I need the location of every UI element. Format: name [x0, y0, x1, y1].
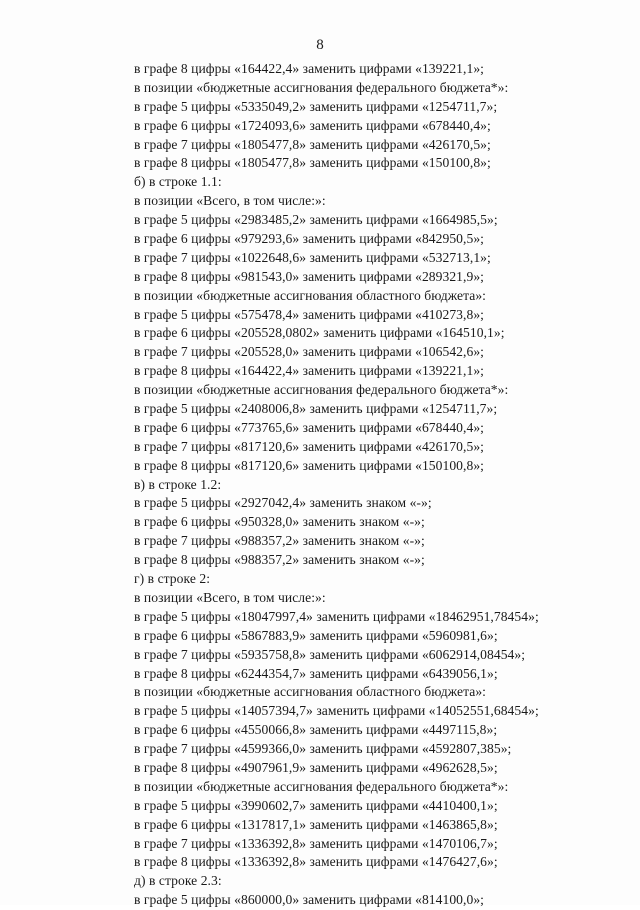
text-line: в графе 8 цифры «6244354,7» заменить цифрами «6439056,1»; [134, 665, 498, 681]
text-line: в графе 8 цифры «1336392,8» заменить цифрами «1476427,6»; [134, 854, 498, 870]
text-line: в позиции «бюджетные ассигнования федерального бюджета*»: [134, 778, 509, 794]
text-line: в графе 7 цифры «988357,2» заменить знаком «-»; [134, 533, 425, 549]
text-line: в позиции «Всего, в том числе:»: [134, 193, 326, 209]
text-line: в графе 5 цифры «3990602,7» заменить цифрами «4410400,1»; [134, 797, 498, 813]
text-line: в графе 6 цифры «4550066,8» заменить цифрами «4497115,8»; [134, 722, 498, 738]
text-line: в графе 5 цифры «2408006,8» заменить цифрами «1254711,7»; [134, 401, 498, 417]
text-line: в графе 8 цифры «164422,4» заменить цифрами «139221,1»; [134, 61, 485, 76]
text-line: в графе 7 цифры «4599366,0» заменить цифрами «4592807,385»; [134, 741, 512, 757]
text-line: в графе 8 цифры «981543,0» заменить цифрами «289321,9»; [134, 268, 485, 284]
text-line: в графе 5 цифры «14057394,7» заменить цифрами «14052551,68454»; [134, 703, 539, 719]
text-line: в графе 6 цифры «773765,6» заменить цифрами «678440,4»; [134, 419, 485, 435]
text-line: в графе 8 цифры «1805477,8» заменить цифрами «150100,8»; [134, 155, 491, 171]
text-line: в графе 6 цифры «979293,6» заменить цифрами «842950,5»; [134, 231, 485, 247]
text-line: в позиции «Всего, в том числе:»: [134, 589, 326, 605]
text-line: в позиции «бюджетные ассигнования областного бюджета»: [134, 287, 487, 303]
text-line: в графе 8 цифры «164422,4» заменить цифрами «139221,1»; [134, 363, 485, 379]
text-line: в позиции «бюджетные ассигнования областного бюджета»: [134, 684, 487, 700]
text-line: в графе 8 цифры «817120,6» заменить цифрами «150100,8»; [134, 457, 485, 473]
text-line: в графе 5 цифры «2983485,2» заменить цифрами «1664985,5»; [134, 212, 498, 228]
text-line: в графе 6 цифры «1317817,1» заменить цифрами «1463865,8»; [134, 816, 498, 832]
text-line: в графе 5 цифры «18047997,4» заменить цифрами «18462951,78454»; [134, 608, 539, 624]
text-line: в графе 6 цифры «1724093,6» заменить цифрами «678440,4»; [134, 117, 491, 133]
text-line: в графе 7 цифры «205528,0» заменить цифрами «106542,6»; [134, 344, 485, 360]
text-line: в графе 8 цифры «4907961,9» заменить цифрами «4962628,5»; [134, 759, 498, 775]
text-line: в графе 7 цифры «5935758,8» заменить цифрами «6062914,08454»; [134, 646, 526, 662]
text-line: в графе 7 цифры «1022648,6» заменить цифрами «532713,1»; [134, 249, 491, 265]
text-line: в позиции «бюджетные ассигнования федерального бюджета*»: [134, 382, 509, 398]
text-line: в графе 6 цифры «5867883,9» заменить цифрами «5960981,6»; [134, 627, 498, 643]
page-number: 8 [316, 37, 324, 53]
document-body [134, 60, 624, 910]
section-heading: в) в строке 1.2: [134, 476, 222, 492]
text-line: в графе 6 цифры «950328,0» заменить знаком «-»; [134, 514, 425, 530]
section-heading: б) в строке 1.1: [134, 174, 222, 190]
text-line: в графе 7 цифры «1805477,8» заменить цифрами «426170,5»; [134, 136, 491, 152]
text-line: в графе 7 цифры «817120,6» заменить цифрами «426170,5»; [134, 438, 485, 454]
text-line: в графе 7 цифры «1336392,8» заменить цифрами «1470106,7»; [134, 835, 498, 851]
text-line: в графе 5 цифры «2927042,4» заменить знаком «-»; [134, 495, 432, 511]
text-line: в графе 5 цифры «5335049,2» заменить цифрами «1254711,7»; [134, 98, 498, 114]
section-heading: г) в строке 2: [134, 571, 211, 587]
section-heading: д) в строке 2.3: [134, 873, 222, 889]
text-line: в графе 5 цифры «860000,0» заменить цифрами «814100,0»; [134, 892, 485, 908]
text-line: в графе 6 цифры «205528,0802» заменить цифрами «164510,1»; [134, 325, 505, 341]
text-line: в позиции «бюджетные ассигнования федерального бюджета*»: [134, 79, 509, 95]
text-line: в графе 8 цифры «988357,2» заменить знаком «-»; [134, 552, 425, 568]
text-line: в графе 5 цифры «575478,4» заменить цифрами «410273,8»; [134, 306, 485, 322]
